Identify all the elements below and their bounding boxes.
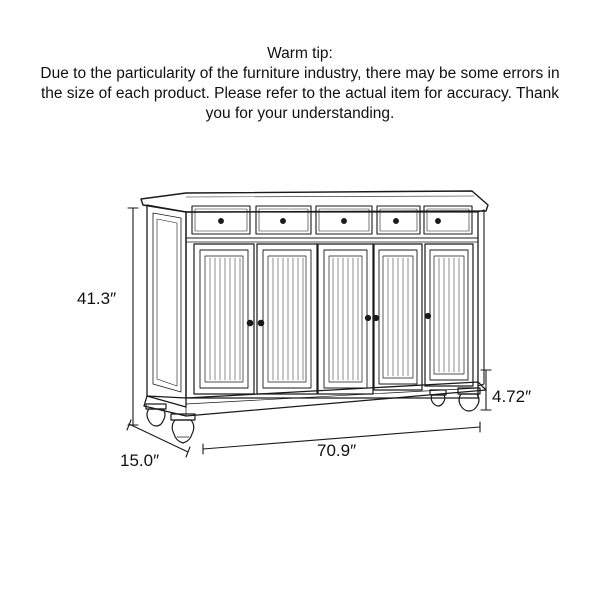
drawer [192, 206, 250, 234]
drawer [256, 206, 311, 234]
drawers [192, 206, 472, 234]
door-knob [247, 320, 253, 326]
cabinet-door [425, 244, 473, 386]
warm-tip-heading: Warm tip: [267, 45, 333, 62]
drawer-knob [436, 219, 441, 224]
drawer-knob [342, 219, 347, 224]
doors [194, 244, 473, 394]
warm-tip-line-3: you for your understanding. [205, 105, 395, 122]
cabinet-leg [171, 414, 195, 443]
door-knob [425, 313, 430, 318]
cabinet-base [144, 382, 486, 416]
door-knob [365, 315, 370, 320]
drawer-knob [394, 219, 399, 224]
drawer-knob [219, 219, 224, 224]
cabinet-door [373, 244, 422, 390]
door-knob [373, 315, 378, 320]
height-dimension-label: 41.3″ [77, 289, 117, 308]
cabinet-door [194, 244, 254, 394]
drawer-knob [281, 219, 286, 224]
width-dimension-label: 70.9″ [317, 441, 357, 460]
leg-height-dimension-label: 4.72″ [492, 387, 532, 406]
drawer [377, 206, 420, 234]
warm-tip-line-2: the size of each product. Please refer to the actual item for accuracy. Thank [40, 85, 560, 102]
cabinet [141, 191, 488, 416]
drawer [316, 206, 372, 234]
door-knob [258, 320, 264, 326]
drawer [424, 206, 472, 234]
depth-dimension-label: 15.0″ [120, 451, 160, 470]
cabinet-door [257, 244, 317, 394]
warm-tip-line-1: Due to the particularity of the furniture industry, there may be some errors in [40, 65, 560, 82]
cabinet-door [318, 244, 373, 394]
